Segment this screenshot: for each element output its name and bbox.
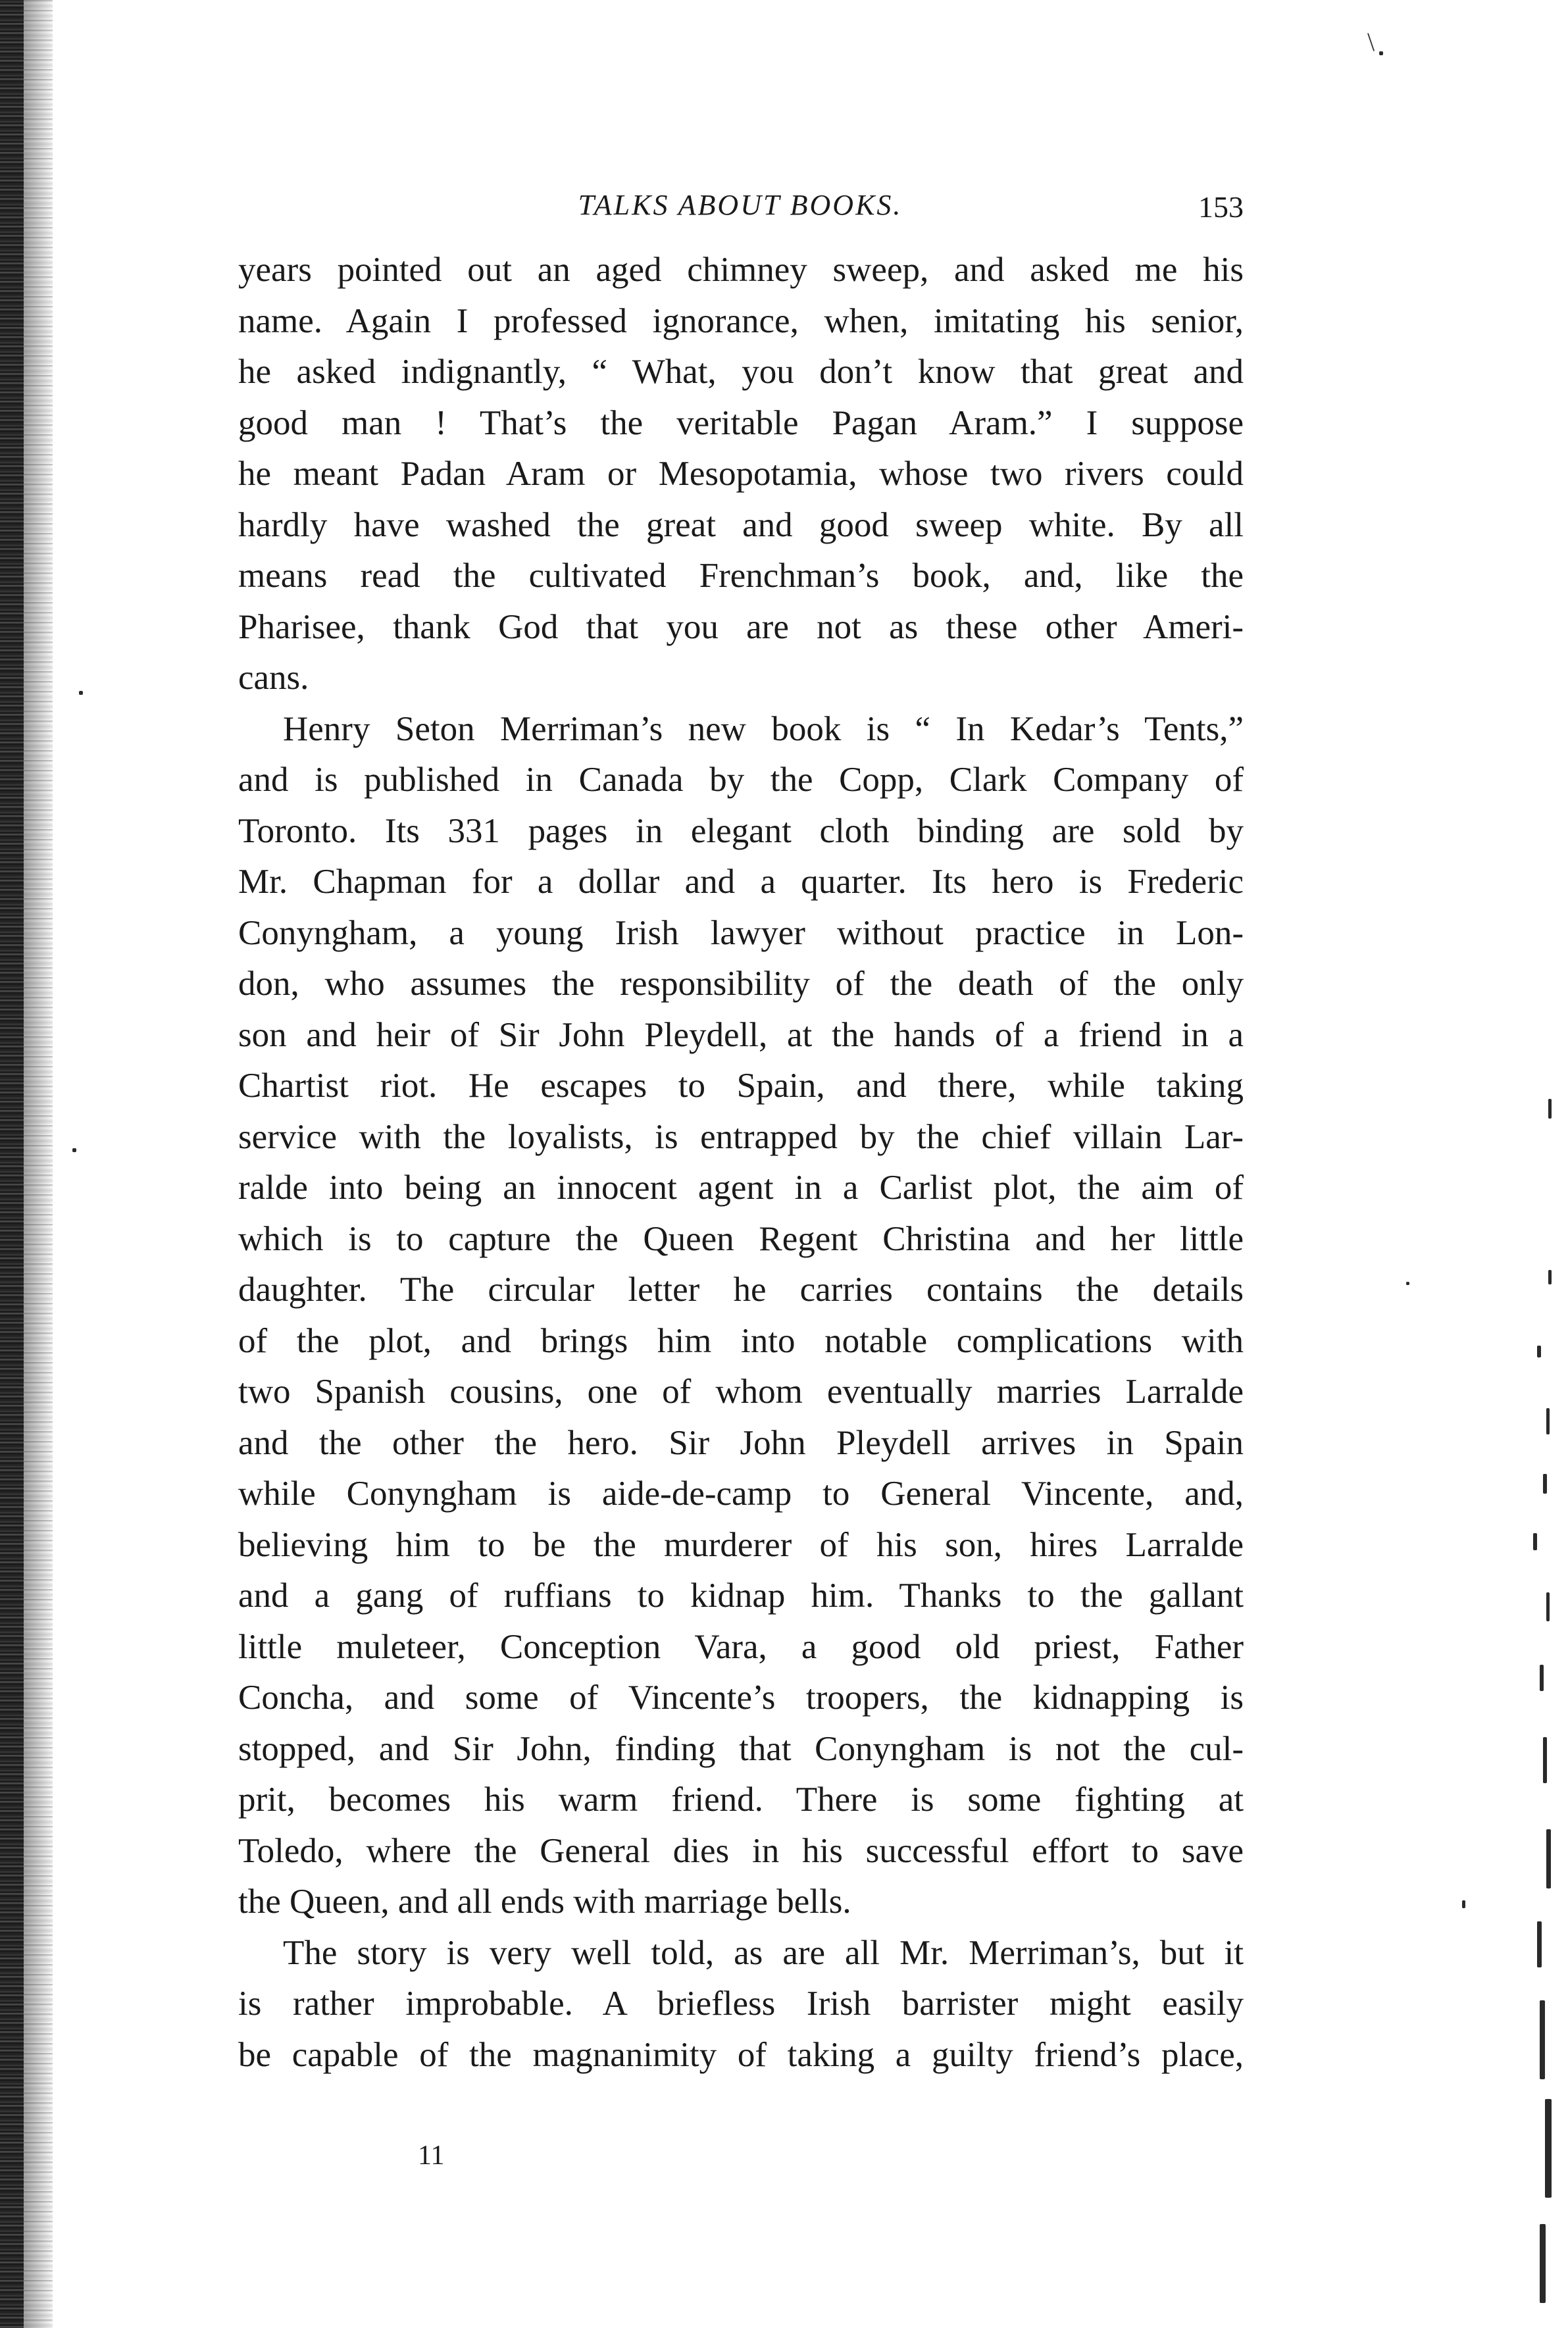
running-title: TALKS ABOUT BOOKS. bbox=[578, 189, 903, 221]
binding-shadow bbox=[24, 0, 53, 2328]
paragraph-start-line: The story is very well told, as are all Mr. Merriman’s, but it bbox=[283, 1933, 1244, 1972]
text-line: is rather improbable. A briefless Irish barrister might easily bbox=[238, 1985, 1244, 2023]
scan-speck bbox=[1537, 1921, 1542, 1967]
text-line: daughter. The circular letter he carries contains the details bbox=[238, 1271, 1244, 1309]
paragraph-start-line: Henry Seton Merriman’s new book is “ In Kedar’s Tents,” bbox=[283, 709, 1244, 748]
text-line: means read the cultivated Frenchman’s book, and, like the bbox=[238, 557, 1244, 595]
text-line: which is to capture the Queen Regent Christina and her little bbox=[238, 1219, 1244, 1258]
stray-mark: \ bbox=[1367, 27, 1375, 57]
text-line: two Spanish cousins, one of whom eventually marries Larralde bbox=[238, 1373, 1244, 1411]
text-line: son and heir of Sir John Pleydell, at the hands of a friend in a bbox=[238, 1015, 1244, 1054]
text-line: Conyngham, a young Irish lawyer without practice in Lon- bbox=[238, 913, 1244, 952]
text-line: little muleteer, Conception Vara, a good old priest, Father bbox=[238, 1627, 1244, 1666]
text-line: prit, becomes his warm friend. There is some fighting at bbox=[238, 1781, 1244, 1819]
scan-speck bbox=[1533, 1533, 1537, 1550]
binding-edge bbox=[0, 0, 24, 2328]
text-line: believing him to be the murderer of his son, hires Larralde bbox=[238, 1525, 1244, 1564]
scan-speck bbox=[1379, 51, 1383, 55]
scan-speck bbox=[72, 1148, 76, 1152]
scan-speck bbox=[1543, 1474, 1547, 1494]
scan-speck bbox=[1546, 1592, 1550, 1621]
scan-speck bbox=[1543, 1737, 1547, 1783]
text-line: good man ! That’s the veritable Pagan Aram.” I suppose bbox=[238, 403, 1244, 442]
running-head bbox=[237, 188, 1244, 234]
text-line: be capable of the magnanimity of taking a guilty friend’s place, bbox=[238, 2035, 1244, 2074]
scan-speck bbox=[79, 691, 83, 695]
text-line: Toledo, where the General dies in his successful effort to save bbox=[238, 1831, 1244, 1870]
text-line: hardly have washed the great and good sweep white. By all bbox=[238, 505, 1244, 544]
text-line: Concha, and some of Vincente’s troopers, the kidnapping is bbox=[238, 1679, 1244, 1717]
text-line: cans. bbox=[238, 659, 309, 697]
signature-mark: 11 bbox=[418, 2140, 445, 2171]
text-line: years pointed out an aged chimney sweep, and asked me his bbox=[238, 251, 1244, 289]
text-line: service with the loyalists, is entrapped by the chief villain Lar- bbox=[238, 1117, 1244, 1156]
scan-speck bbox=[1537, 1346, 1541, 1357]
text-line: Chartist riot. He escapes to Spain, and there, while taking bbox=[238, 1067, 1244, 1105]
text-line: while Conyngham is aide-de-camp to General Vincente, and, bbox=[238, 1475, 1244, 1513]
text-line: and is published in Canada by the Copp, Clark Company of bbox=[238, 761, 1244, 799]
text-line: don, who assumes the responsibility of the death of the only bbox=[238, 965, 1244, 1003]
text-line: the Queen, and all ends with marriage bells. bbox=[238, 1883, 851, 1921]
scan-speck bbox=[1548, 1099, 1552, 1119]
text-line: and the other the hero. Sir John Pleydell arrives in Spain bbox=[238, 1423, 1244, 1462]
text-line: of the plot, and brings him into notable complications with bbox=[238, 1321, 1244, 1360]
scan-speck bbox=[1540, 2000, 1545, 2079]
scan-speck bbox=[1540, 2224, 1546, 2303]
scan-speck bbox=[1548, 1270, 1552, 1284]
text-line: stopped, and Sir John, finding that Conyngham is not the cul- bbox=[238, 1729, 1244, 1768]
text-line: he asked indignantly, “ What, you don’t know that great and bbox=[238, 353, 1244, 391]
text-line: name. Again I professed ignorance, when, imitating his senior, bbox=[238, 301, 1244, 340]
scan-speck bbox=[1540, 1665, 1544, 1691]
text-line: and a gang of ruffians to kidnap him. Thanks to the gallant bbox=[238, 1577, 1244, 1615]
scan-speck bbox=[1406, 1282, 1409, 1285]
scan-speck bbox=[1546, 1829, 1551, 1888]
text-line: ralde into being an innocent agent in a Carlist plot, the aim of bbox=[238, 1169, 1244, 1207]
text-line: Pharisee, thank God that you are not as these other Ameri- bbox=[238, 607, 1244, 646]
page-number: 153 bbox=[1198, 190, 1244, 224]
text-line: Toronto. Its 331 pages in elegant cloth binding are sold by bbox=[238, 811, 1244, 850]
text-line: he meant Padan Aram or Mesopotamia, whose two rivers could bbox=[238, 455, 1244, 493]
text-line: Mr. Chapman for a dollar and a quarter. Its hero is Frederic bbox=[238, 863, 1244, 901]
scan-speck bbox=[1462, 1900, 1465, 1908]
body-text bbox=[238, 245, 1244, 2081]
scan-speck bbox=[1546, 1408, 1550, 1434]
scan-speck bbox=[1545, 2099, 1552, 2198]
